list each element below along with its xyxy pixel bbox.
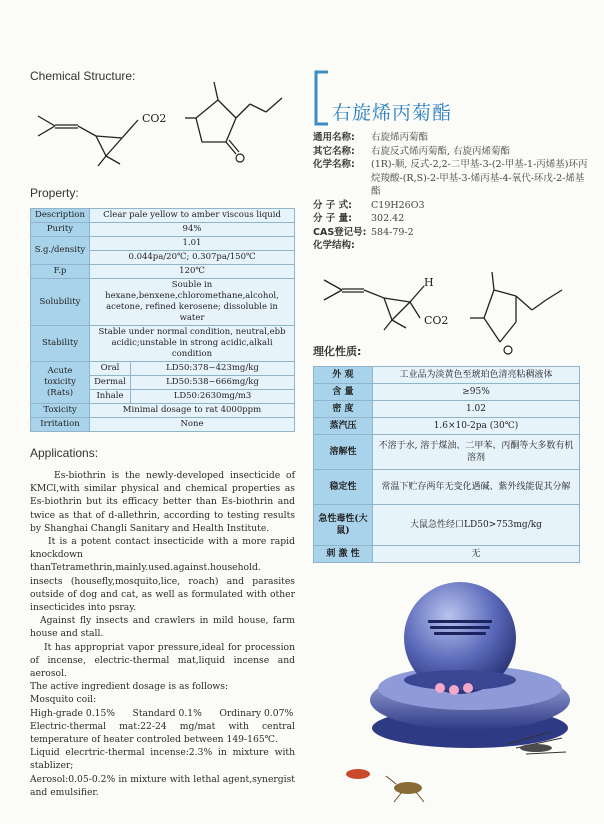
table-row <box>31 209 295 223</box>
property-key: 稳定性 <box>314 470 373 505</box>
chemical-structure-heading: Chemical Structure: <box>30 69 136 83</box>
table-row <box>314 401 580 418</box>
paragraph: It is a potent contact insecticide with a more rapid knockdown thanTetramethrin,mainly.used.against.household. insects (housefly,mosquito,lice, roach) and parasites outside of dog and cat, as well as formulated with other insecticides into psray. <box>30 536 295 614</box>
info-key: 化学结构: <box>313 240 355 251</box>
title-bracket <box>312 70 334 126</box>
property-key: Description <box>31 209 90 223</box>
property-key: Irritation <box>31 418 90 432</box>
applications-heading: Applications: <box>30 446 99 460</box>
toxicity-value: LD50:2630mg/m3 <box>131 390 295 404</box>
property-value: 0.044pa/20℃; 0.307pa/150℃ <box>90 251 295 265</box>
property-key: F.p <box>31 265 90 279</box>
info-value: C19H26O3 <box>371 199 425 211</box>
property-value: 94% <box>90 223 295 237</box>
info-key: 化学名称: <box>313 159 355 170</box>
property-value: 无 <box>373 546 580 563</box>
paragraph: The active ingredient dosage is as follows: <box>30 681 229 693</box>
property-key: S.g./density <box>31 237 90 265</box>
chemical-structure-diagram <box>30 82 295 172</box>
info-value: 302.42 <box>371 213 405 224</box>
property-key: Purity <box>31 223 90 237</box>
table-row <box>314 435 580 470</box>
toxicity-route: Oral <box>90 362 131 376</box>
info-key: 分 子 式: <box>313 199 352 211</box>
info-value: (1R)-顺, 反式-2,2-二甲基-3-(2-甲基-1-丙烯基)环丙烷羧酸-(R,S)-2-甲基-3-烯丙基-4-氧代-环戊-2-烯基酯 <box>371 159 588 197</box>
property-value: Clear pale yellow to amber viscous liquid <box>90 209 295 223</box>
property-key: 密 度 <box>314 401 373 418</box>
property-heading-cn: 理化性质: <box>313 345 362 358</box>
paragraph: Es-biothrin is the newly-developed insecticide of KMCl,with similar physical and chemical properties as Es-biothrin but its efficacy better than Es-biothrin and twice as that of d-allethrin, according to testing results by Shanghai Changli Sanitary and Health Institute. <box>30 470 295 534</box>
property-key: Acute toxicity (Rats) <box>31 362 90 404</box>
property-key: 含 量 <box>314 384 373 401</box>
table-row <box>314 418 580 435</box>
info-value <box>371 239 593 253</box>
info-value: 右旋烯丙菊酯 <box>371 132 429 143</box>
table-row <box>31 223 295 237</box>
co2-label: CO2 <box>424 314 449 327</box>
toxicity-route: Dermal <box>90 376 131 390</box>
applications-body <box>30 469 295 799</box>
info-row <box>313 226 593 240</box>
info-row <box>313 131 593 145</box>
info-row <box>313 199 593 213</box>
paragraph: High-grade 0.15% Standard 0.1% Ordinary 0.07% <box>30 707 294 719</box>
info-row <box>313 145 593 159</box>
info-key: 分 子 量: <box>313 213 352 224</box>
product-title: 右旋烯丙菊酯 <box>332 102 453 124</box>
table-row <box>314 505 580 546</box>
table-row <box>31 362 295 376</box>
property-value: None <box>90 418 295 432</box>
property-key: Toxicity <box>31 404 90 418</box>
paragraph: Against fly insects and crawlers in mild house, farm house and stall. <box>30 615 295 640</box>
property-key: 急性毒性(大 鼠) <box>314 505 373 546</box>
info-key: 其它名称: <box>313 145 355 157</box>
table-row <box>31 418 295 432</box>
paragraph: Electric-thermal mat:22-24 mg/mat with central temperature of heater controled between 149-165℃. <box>30 720 295 746</box>
property-value: 工业品为淡黄色至琥珀色清亮粘稠液体 <box>373 367 580 384</box>
property-value: 常温下贮存两年无变化遇碱、紫外线能促其分解 <box>373 470 580 505</box>
property-value: ≥95% <box>373 384 580 401</box>
info-value: 右旋反式烯丙菊酯, 右旋丙烯菊酯 <box>371 145 511 157</box>
property-key: Solubility <box>31 279 90 326</box>
info-row <box>313 239 593 253</box>
info-row <box>313 158 593 199</box>
insect-illustration <box>336 718 596 808</box>
table-row <box>31 265 295 279</box>
property-table <box>30 208 295 432</box>
property-value: 1.02 <box>373 401 580 418</box>
table-row <box>31 326 295 362</box>
paragraph: Liquid elecrtric-thermal incense:2.3% in mixture with stablizer; <box>30 747 295 772</box>
info-row <box>313 212 593 226</box>
table-row <box>31 404 295 418</box>
info-key: CAS登记号: <box>313 226 367 238</box>
property-heading: Property: <box>30 186 79 200</box>
product-info <box>313 131 593 253</box>
table-row <box>314 367 580 384</box>
table-row <box>314 384 580 401</box>
paragraph: Mosquito coil: <box>30 694 97 706</box>
paragraph: It has appropriat vapor pressure,ideal for procession of incense, electric-thermal mat,liquid incense and aerosol. <box>30 641 295 680</box>
toxicity-value: LD50:538~666mg/kg <box>131 376 295 390</box>
property-value: Souble in hexane,benxene,chloromethane,alcohol, acetone, refined kerosene; dissoluble in water <box>90 279 295 326</box>
property-value: 120℃ <box>90 265 295 279</box>
table-row <box>31 279 295 326</box>
toxicity-route: Inhale <box>90 390 131 404</box>
property-value: Stable under normal condition, neutral,ebb acidic;unstable in strong acidic,alkali condition <box>90 326 295 362</box>
property-table-cn <box>313 366 580 563</box>
co2-label: CO2 <box>142 112 167 125</box>
info-key: 通用名称: <box>313 132 355 143</box>
table-row <box>314 546 580 563</box>
property-key: Stability <box>31 326 90 362</box>
property-value: 不溶于水, 溶于煤油、二甲苯、丙酮等大多数有机溶剂 <box>373 435 580 470</box>
property-value: 1.6×10-2pa (30℃) <box>373 418 580 435</box>
toxicity-value: LD50:378~423mg/kg <box>131 362 295 376</box>
property-key: 溶解性 <box>314 435 373 470</box>
property-value: 1.01 <box>90 237 295 251</box>
property-value: 大鼠急性经口LD50>753mg/kg <box>373 505 580 546</box>
paragraph: Aerosol:0.05-0.2% in mixture with lethal agent,synergist and emulsifier. <box>30 773 295 798</box>
table-row <box>314 470 580 505</box>
property-key: 刺 激 性 <box>314 546 373 563</box>
property-key: 蒸汽压 <box>314 418 373 435</box>
info-value: 584-79-2 <box>371 226 414 238</box>
property-key: 外 观 <box>314 367 373 384</box>
h-label: H <box>424 276 434 289</box>
property-value: Minimal dosage to rat 4000ppm <box>90 404 295 418</box>
table-row <box>31 237 295 251</box>
